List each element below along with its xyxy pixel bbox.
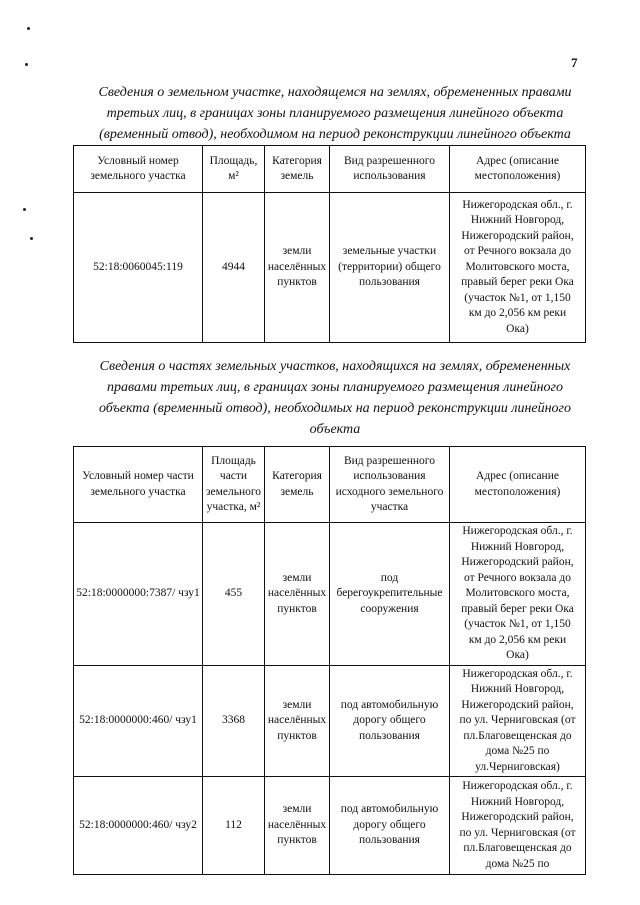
header-usage: Вид разрешенного использования	[330, 146, 450, 193]
cell-usage: под берегоукрепительные сооружения	[330, 523, 450, 666]
land-plot-table	[73, 145, 586, 343]
header-category: Категория земель	[265, 447, 330, 523]
cell-category: земли населённых пунктов	[265, 523, 330, 666]
cell-area: 455	[203, 523, 265, 666]
header-usage: Вид разрешенного использования исходного земельного участка	[330, 447, 450, 523]
cell-area: 112	[203, 777, 265, 875]
table-row	[74, 777, 586, 875]
header-area: Площадь части земельного участка, м²	[203, 447, 265, 523]
cell-number: 52:18:0000000:460/ чзу2	[74, 777, 203, 875]
header-number: Условный номер части земельного участка	[74, 447, 203, 523]
cell-address: Нижегородская обл., г. Нижний Новгород, Нижегородский район, от Речного вокзала до Молитовского моста, правый берег реки Ока (участок №1, от 1,150 км до 2,056 км реки Ока)	[450, 523, 586, 666]
table-row	[74, 193, 586, 343]
table-header-row	[74, 146, 586, 193]
section2-title: Сведения о частях земельных участков, находящихся на землях, обремененных правами третьих лиц, в границах зоны планируемого размещения линейного объекта (временный отвод), необходимых на период реконструкции линейного объекта	[98, 359, 572, 437]
table-header-row	[74, 447, 586, 523]
land-part-table	[73, 446, 586, 875]
header-number: Условный номер земельного участка	[74, 146, 203, 193]
scan-speck	[23, 208, 26, 211]
scan-speck	[25, 63, 28, 66]
cell-area: 3368	[203, 665, 265, 777]
section1-title: Сведения о земельном участке, находящемся на землях, обремененных правами третьих лиц, в границах зоны планируемого размещения линейного объекта (временный отвод), необходимом на период реконструкции линейного объекта	[98, 85, 572, 142]
cell-address: Нижегородская обл., г. Нижний Новгород, Нижегородский район, от Речного вокзала до Молитовского моста, правый берег реки Ока (участок №1, от 1,150 км до 2,056 км реки Ока)	[450, 193, 586, 343]
cell-address: Нижегородская обл., г. Нижний Новгород, Нижегородский район, по ул. Черниговская (от пл.Благовещенская до дома №25 по ул.Черниговская)	[450, 665, 586, 777]
header-address: Адрес (описание местоположения)	[450, 146, 586, 193]
header-address: Адрес (описание местоположения)	[450, 447, 586, 523]
cell-category: земли населённых пунктов	[265, 665, 330, 777]
header-area: Площадь, м²	[203, 146, 265, 193]
cell-address: Нижегородская обл., г. Нижний Новгород, Нижегородский район, по ул. Черниговская (от пл.Благовещенская до дома №25 по	[450, 777, 586, 875]
cell-number: 52:18:0000000:460/ чзу1	[74, 665, 203, 777]
scan-speck	[27, 27, 30, 30]
header-category: Категория земель	[265, 146, 330, 193]
cell-usage: земельные участки (территории) общего пользования	[330, 193, 450, 343]
table-row	[74, 665, 586, 777]
table-row	[74, 523, 586, 666]
cell-usage: под автомобильную дорогу общего пользования	[330, 777, 450, 875]
cell-area: 4944	[203, 193, 265, 343]
scan-speck	[30, 237, 33, 240]
cell-number: 52:18:0000000:7387/ чзу1	[74, 523, 203, 666]
cell-category: земли населённых пунктов	[265, 777, 330, 875]
cell-category: земли населённых пунктов	[265, 193, 330, 343]
cell-usage: под автомобильную дорогу общего пользования	[330, 665, 450, 777]
cell-number: 52:18:0060045:119	[74, 193, 203, 343]
page-number: 7	[571, 55, 578, 70]
